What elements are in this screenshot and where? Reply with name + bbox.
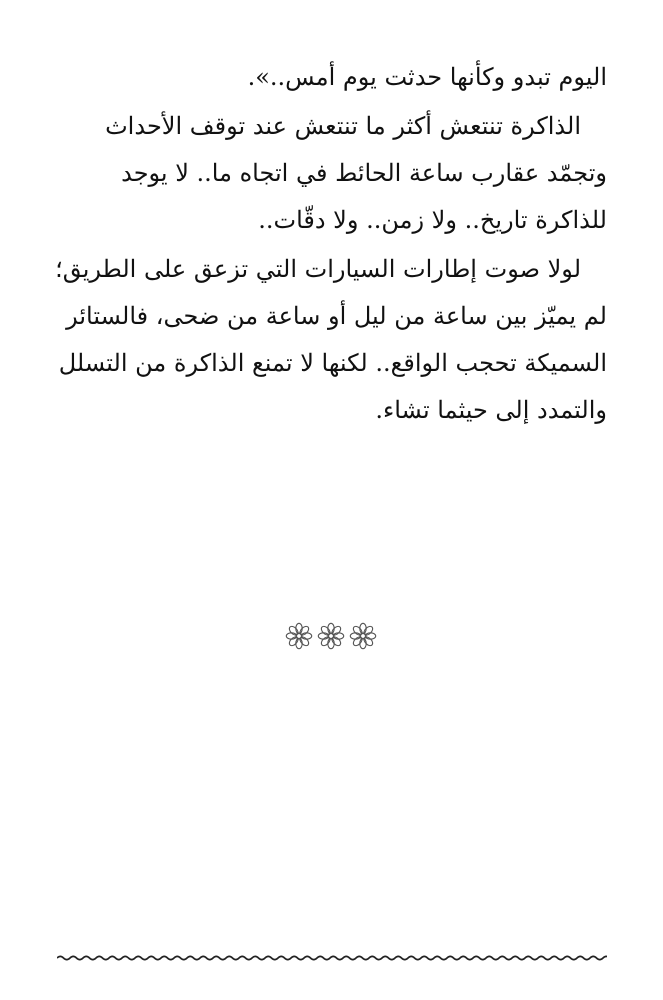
flower-ornament-icon: [316, 621, 346, 651]
text-line: اليوم تبدو وكأنها حدثت يوم أمس..».: [247, 63, 607, 91]
text-line: السميكة تحجب الواقع.. لكنها لا تمنع الذاكرة من التسلل: [58, 349, 607, 377]
text-line: لولا صوت إطارات السيارات التي تزعق على الطريق؛: [55, 255, 581, 283]
flower-ornament-icon: [284, 621, 314, 651]
body-text: [57, 54, 607, 436]
text-line: الذاكرة تنتعش أكثر ما تنتعش عند توقف الأحداث: [105, 112, 581, 140]
section-divider-ornament: [281, 614, 381, 658]
paragraph-3: [57, 246, 607, 434]
text-line: والتمدد إلى حيثما تشاء.: [375, 396, 607, 424]
text-line: للذاكرة تاريخ.. ولا زمن.. ولا دقّات..: [258, 206, 607, 234]
flower-ornament-icon: [348, 621, 378, 651]
footer-wavy-rule: [57, 950, 607, 966]
text-line: لم يميّز بين ساعة من ليل أو ساعة من ضحى، فالستائر: [66, 302, 607, 330]
text-line: وتجمّد عقارب ساعة الحائط في اتجاه ما.. لا يوجد: [121, 159, 607, 187]
paragraph-1: [57, 54, 607, 101]
paragraph-2: [57, 103, 607, 244]
